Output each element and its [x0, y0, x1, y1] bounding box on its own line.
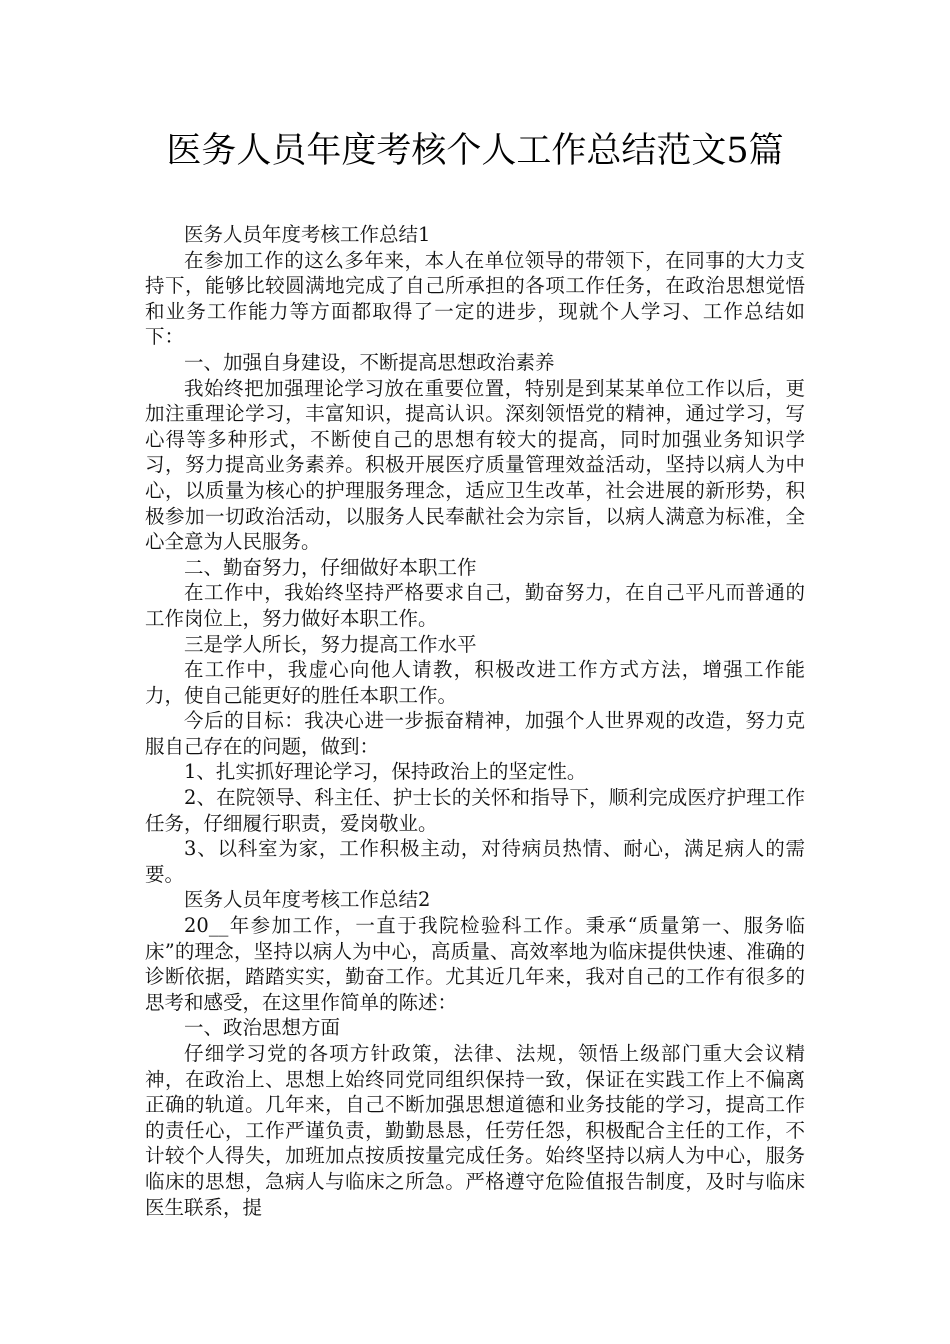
- paragraph: 在工作中，我始终坚持严格要求自己，勤奋努力，在自己平凡而普通的工作岗位上，努力做好本职工作。: [145, 581, 805, 630]
- paragraph: 20__年参加工作，一直于我院检验科工作。秉承“质量第一、服务临床”的理念，坚持以病人为中心，高质量、高效率地为临床提供快速、准确的诊断依据，踏踏实实，勤奋工作。尤其近几年来，我对自己的工作有很多的思考和感受，在这里作简单的陈述：: [145, 914, 805, 1014]
- document-title: 医务人员年度考核个人工作总结范文5篇: [166, 131, 784, 171]
- section-heading: 医务人员年度考核工作总结1: [184, 223, 431, 246]
- subheading: 一、加强自身建设，不断提高思想政治素养: [184, 350, 555, 374]
- subheading: 一、政治思想方面: [184, 1016, 341, 1040]
- paragraph: 今后的目标：我决心进一步振奋精神，加强个人世界观的改造，努力克服自己存在的问题，做到：: [145, 709, 805, 758]
- subheading: 三是学人所长，努力提高工作水平: [184, 632, 477, 656]
- list-item: 1、扎实抓好理论学习，保持政治上的坚定性。: [184, 760, 587, 784]
- list-item: 3、以科室为家，工作积极主动，对待病员热情、耐心，满足病人的需要。: [145, 837, 805, 886]
- section-heading: 医务人员年度考核工作总结2: [184, 888, 431, 912]
- paragraph: 仔细学习党的各项方针政策，法律、法规，领悟上级部门重大会议精神，在政治上、思想上始终同党同组织保持一致，保证在实践工作上不偏离正确的轨道。几年来，自己不断加强思想道德和业务技能的学习，提高工作的责任心，工作严谨负责，勤勤恳恳，任劳任怨，积极配合主任的工作，不计较个人得失，加班加点按质按量完成任务。始终坚持以病人为中心，服务临床的思想，急病人与临床之所急。严格遵守危险值报告制度，及时与临床医生联系，提: [145, 1042, 805, 1219]
- paragraph: 在参加工作的这么多年来，本人在单位领导的带领下，在同事的大力支持下，能够比较圆满地完成了自己所承担的各项工作任务，在政治思想觉悟和业务工作能力等方面都取得了一定的进步，现就个人学习、工作总结如下：: [145, 248, 805, 349]
- list-item: 2、在院领导、科主任、护士长的关怀和指导下，顺利完成医疗护理工作任务，仔细履行职责，爱岗敬业。: [145, 786, 805, 835]
- subheading: 二、勤奋努力，仔细做好本职工作: [184, 555, 477, 579]
- document-body: [145, 222, 805, 1220]
- paragraph: 在工作中，我虚心向他人请教，积极改进工作方式方法，增强工作能力，使自己能更好的胜任本职工作。: [145, 658, 805, 707]
- paragraph: 我始终把加强理论学习放在重要位置，特别是到某某单位工作以后，更加注重理论学习，丰富知识，提高认识。深刻领悟党的精神，通过学习，写心得等多种形式，不断使自己的思想有较大的提高，同时加强业务知识学习，努力提高业务素养。积极开展医疗质量管理效益活动，坚持以病人为中心，以质量为核心的护理服务理念，适应卫生改革，社会进展的新形势，积极参加一切政治活动，以服务人民奉献社会为宗旨，以病人满意为标准，全心全意为人民服务。: [145, 376, 805, 554]
